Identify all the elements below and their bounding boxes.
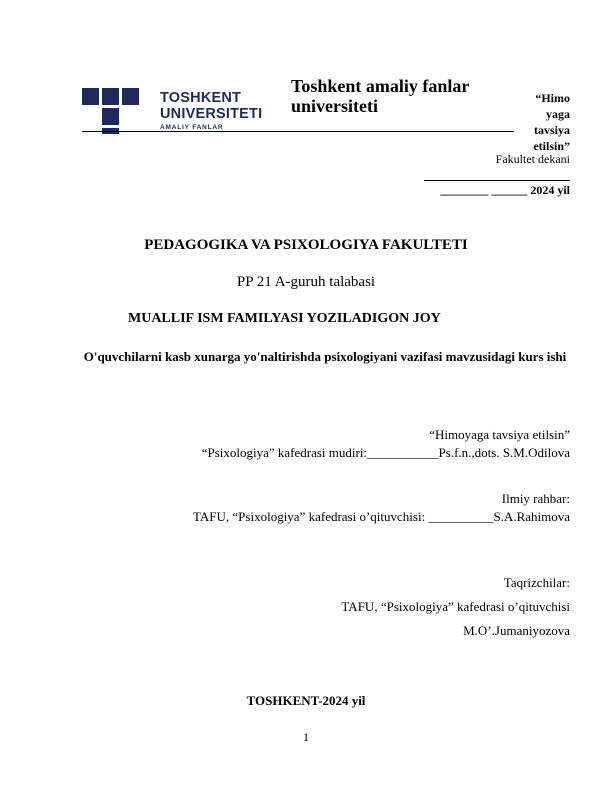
dean-signature-line bbox=[424, 180, 570, 181]
reviewers-label: Taqrizchilar: bbox=[503, 575, 570, 590]
faculty-name: PEDAGOGIKA VA PSIXOLOGIYA FAKULTETI bbox=[144, 237, 468, 253]
defense-approval-line2: “Psixologiya” kafedrasi mudiri:___________Ps.f.n.,dots. S.M.Odilova bbox=[201, 445, 570, 460]
advisor-name: TAFU, “Psixologiya” kafedrasi o’qituvchisi: __________S.A.Rahimova bbox=[193, 509, 570, 524]
reviewer-name: M.O’.Jumaniyozova bbox=[463, 623, 570, 638]
city-year: TOSHKENT-2024 yil bbox=[246, 693, 366, 708]
university-logo bbox=[82, 88, 262, 134]
header-divider bbox=[82, 131, 514, 132]
university-title: Toshkent amaliy fanlar universiteti bbox=[291, 76, 470, 116]
author-name-placeholder: MUALLIF ISM FAMILYASI YOZILADIGON JOY bbox=[128, 311, 441, 326]
defense-approval-block bbox=[202, 426, 570, 462]
advisor-label: Ilmiy rahbar: bbox=[501, 491, 570, 506]
logo-line2: UNIVERSITETI bbox=[160, 106, 263, 122]
logo-subtitle: AMALIY FANLAR bbox=[160, 124, 224, 131]
reviewer-position: TAFU, “Psixologiya” kafedrasi o’qituvchisi bbox=[341, 599, 570, 614]
student-group: PP 21 A-guruh talabasi bbox=[236, 274, 376, 290]
logo-mark-icon bbox=[82, 88, 150, 134]
approval-date: ________ ______ 2024 yil bbox=[440, 183, 570, 197]
defense-approval-line1: “Himoyaga tavsiya etilsin” bbox=[429, 427, 570, 442]
approval-stamp-text: “Himo yaga tavsiya etilsin” bbox=[533, 91, 570, 153]
logo-title bbox=[160, 90, 262, 122]
page-number: 1 bbox=[303, 730, 309, 744]
logo-line1: TOSHKENT bbox=[160, 90, 242, 106]
reviewers-block bbox=[341, 571, 570, 643]
coursework-theme: O'quvchilarni kasb xunarga yo'naltirishda psixologiyani vazifasi mavzusidagi kurs ishi bbox=[83, 349, 567, 364]
advisor-block bbox=[193, 490, 570, 526]
dean-label: Fakultet dekani bbox=[495, 152, 570, 166]
